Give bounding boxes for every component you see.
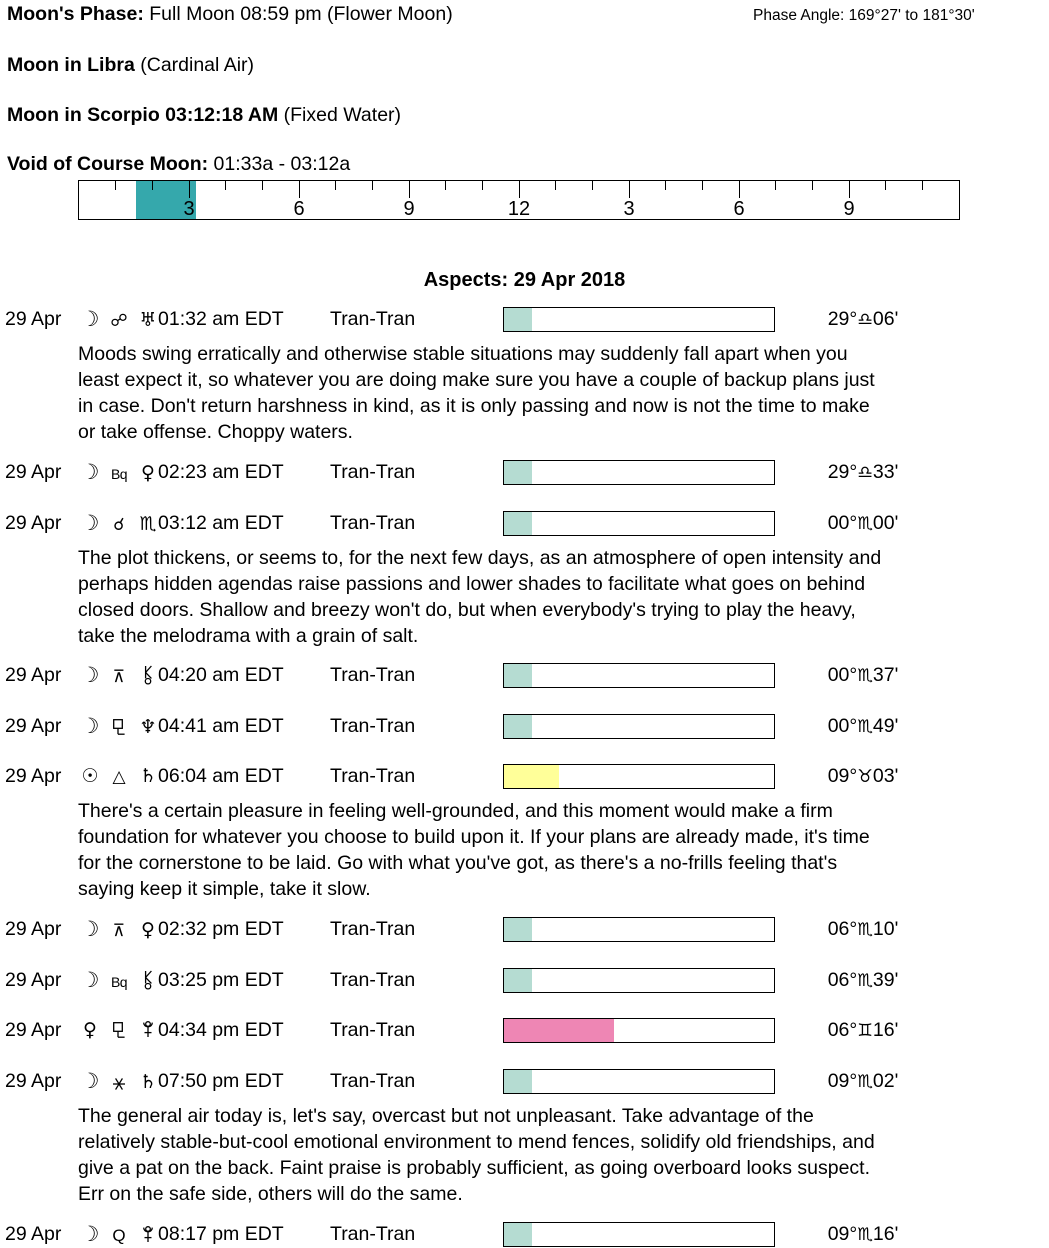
aspect-row — [0, 764, 1049, 788]
ruler-tick — [885, 181, 886, 190]
orb-bar — [503, 460, 775, 485]
orb-bar — [503, 663, 775, 688]
ruler-tick — [189, 181, 190, 198]
aspect-row — [0, 1222, 1049, 1246]
moon-icon: ☽ — [80, 307, 100, 331]
aspects-title: Aspects: 29 Apr 2018 — [423, 269, 626, 291]
ruler-tick — [812, 181, 813, 190]
scorpio-icon: ♏ — [857, 971, 873, 991]
ruler-tick — [225, 181, 226, 190]
orb-bar-fill — [504, 461, 532, 484]
moon-sign-2-rest: (Fixed Water) — [283, 104, 402, 126]
orb-bar-fill — [504, 918, 532, 941]
aspect-type: Tran-Tran — [330, 461, 416, 483]
aspect-degree: 29°♎33' — [827, 461, 899, 483]
scorpio-icon: ♏ — [857, 1072, 873, 1092]
aspect-symbols — [76, 968, 162, 994]
aspect-row — [0, 511, 1049, 535]
aspect-degree: 09°♏16' — [827, 1223, 899, 1245]
aspect-symbols — [76, 511, 162, 537]
moon-sign-2-bold: Moon in Scorpio 03:12:18 AM — [7, 104, 279, 126]
aspect-degree: 06°♏39' — [827, 969, 899, 991]
void-of-course-line — [7, 153, 350, 176]
quincunx-icon: ⊼ — [112, 921, 126, 941]
orb-bar — [503, 1222, 775, 1247]
moon-sign-line-1 — [7, 54, 254, 77]
ruler-tick — [482, 181, 483, 190]
trine-icon: △ — [112, 767, 126, 787]
orb-bar — [503, 511, 775, 536]
orb-bar — [503, 1069, 775, 1094]
aspect-time: 02:32 pm EDT — [158, 918, 284, 940]
biquintile-icon: Bq — [110, 466, 128, 482]
uranus-icon: ♅ — [139, 309, 157, 331]
saturn-icon: ♄ — [139, 1071, 157, 1093]
aspect-time: 07:50 pm EDT — [158, 1070, 284, 1092]
orb-bar-fill — [504, 715, 532, 738]
sun-icon: ☉ — [81, 765, 99, 787]
scorpio-icon: ♏ — [139, 513, 157, 535]
aspect-date: 29 Apr — [5, 461, 62, 483]
ruler-hour-label: 12 — [507, 198, 531, 220]
aspect-degree: 06°♊16' — [827, 1019, 899, 1041]
venus-icon: ♀ — [141, 462, 155, 484]
aspect-degree: 00°♏49' — [827, 715, 899, 737]
aspect-time: 06:04 am EDT — [158, 765, 284, 787]
aspect-degree: 09°♏02' — [827, 1070, 899, 1092]
scorpio-icon: ♏ — [857, 717, 873, 737]
phase-angle-value: 169°27' to 181°30' — [848, 7, 975, 24]
ruler-tick — [739, 181, 740, 198]
opposition-icon: ☍ — [110, 311, 128, 331]
aspect-row — [0, 460, 1049, 484]
scorpio-icon: ♏ — [857, 1225, 873, 1245]
aspect-symbols — [76, 1018, 162, 1043]
aspect-interpretation: There's a certain pleasure in feeling well-grounded, and this moment would make a firm foundation for whatever you choose to build upon it. If your plans are already made, it's time for the cornerstone to be laid. Go with what you've got, as there's a no-frills feeling that's saying keep it simple, take it slow. — [78, 800, 870, 900]
ruler-tick — [335, 181, 336, 190]
orb-bar — [503, 1018, 775, 1043]
aspect-symbols — [76, 1069, 162, 1095]
orb-bar — [503, 968, 775, 993]
moon-sign-1-bold: Moon in Libra — [7, 54, 135, 76]
aspect-symbols — [76, 764, 162, 789]
orb-bar — [503, 714, 775, 739]
aspect-type: Tran-Tran — [330, 1070, 416, 1092]
orb-bar-fill — [504, 765, 559, 788]
aspect-row — [0, 307, 1049, 331]
aspect-row — [0, 1018, 1049, 1042]
aspect-interpretation: Moods swing erratically and otherwise stable situations may suddenly fall apart when you least expect it, so whatever you are doing make sure you have a couple of backup plans just in case. Don't return harshness in kind, as it is only passing and now is not the time to make or take offense. Choppy waters. — [78, 343, 875, 443]
conjunction-icon: ☌ — [113, 515, 125, 535]
aspect-type: Tran-Tran — [330, 715, 416, 737]
aspect-type: Tran-Tran — [330, 664, 416, 686]
venus-icon: ♀ — [141, 919, 155, 941]
ruler-tick — [592, 181, 593, 190]
moon-icon: ☽ — [80, 714, 100, 738]
aspect-symbols — [76, 714, 162, 740]
ruler-tick — [445, 181, 446, 190]
orb-bar-fill — [504, 1019, 614, 1042]
aspect-time: 03:12 am EDT — [158, 512, 284, 534]
aspect-date: 29 Apr — [5, 969, 62, 991]
phase-angle — [753, 7, 975, 25]
biquintile-icon: Bq — [110, 974, 128, 990]
aspect-row — [0, 968, 1049, 992]
aspect-interpretation: The general air today is, let's say, overcast but not unpleasant. Take advantage of the relatively stable-but-cool emotional environment to mend fences, solidify old friendships, and give a pat on the back. Faint praise is probably sufficient, as going overboard looks suspect. Err on the safe side, others will do the same. — [78, 1105, 875, 1205]
aspect-date: 29 Apr — [5, 765, 62, 787]
sesquiquadrate-icon — [104, 1019, 134, 1043]
ruler-tick — [665, 181, 666, 190]
aspect-degree: 06°♏10' — [827, 918, 899, 940]
ruler-tick — [372, 181, 373, 190]
moon-icon: ☽ — [80, 1069, 100, 1093]
aspect-symbols — [76, 307, 162, 333]
orb-bar-fill — [504, 664, 532, 687]
moon-icon: ☽ — [80, 460, 100, 484]
ruler-hour-label: 3 — [623, 198, 635, 220]
moon-icon: ☽ — [80, 511, 100, 535]
ruler-tick — [555, 181, 556, 190]
saturn-icon: ♄ — [139, 765, 157, 787]
ruler-tick — [775, 181, 776, 190]
scorpio-icon: ♏ — [857, 920, 873, 940]
aspect-degree: 00°♏37' — [827, 664, 899, 686]
aspect-date: 29 Apr — [5, 664, 62, 686]
libra-icon: ♎ — [857, 463, 873, 483]
ruler-tick — [922, 181, 923, 190]
aspect-time: 03:25 pm EDT — [158, 969, 284, 991]
libra-icon: ♎ — [857, 310, 873, 330]
moons-phase-label: Moon's Phase: — [7, 3, 144, 25]
orb-bar — [503, 917, 775, 942]
ruler-tick — [262, 181, 263, 190]
ruler-tick — [409, 181, 410, 198]
moons-phase-value: Full Moon 08:59 pm (Flower Moon) — [149, 3, 453, 25]
aspect-row — [0, 1069, 1049, 1093]
aspect-date: 29 Apr — [5, 512, 62, 534]
moons-phase-line — [7, 3, 453, 26]
aspect-type: Tran-Tran — [330, 308, 416, 330]
aspect-symbols — [76, 917, 162, 943]
ruler-tick — [702, 181, 703, 190]
taurus-icon: ♉ — [857, 767, 873, 787]
ruler-tick — [849, 181, 850, 198]
aspect-degree: 09°♉03' — [827, 765, 899, 787]
voc-ruler — [78, 180, 960, 220]
orb-bar-fill — [504, 308, 532, 331]
ruler-hour-label: 3 — [183, 198, 195, 220]
moon-icon: ☽ — [80, 917, 100, 941]
orb-bar-fill — [504, 1070, 532, 1093]
aspect-time: 04:34 pm EDT — [158, 1019, 284, 1041]
aspect-type: Tran-Tran — [330, 512, 416, 534]
scorpio-icon: ♏ — [857, 514, 873, 534]
aspect-date: 29 Apr — [5, 1223, 62, 1245]
ruler-tick — [519, 181, 520, 198]
ruler-tick — [629, 181, 630, 198]
ruler-hour-label: 9 — [843, 198, 855, 220]
aspect-row — [0, 663, 1049, 687]
aspect-symbols — [76, 663, 162, 689]
ruler-hour-label: 6 — [733, 198, 745, 220]
aspect-row — [0, 714, 1049, 738]
orb-bar — [503, 307, 775, 332]
ruler-tick — [152, 181, 153, 190]
aspect-symbols — [76, 1222, 162, 1248]
aspect-degree: 00°♏00' — [827, 512, 899, 534]
aspect-time: 02:23 am EDT — [158, 461, 284, 483]
aspect-time: 01:32 am EDT — [158, 308, 284, 330]
quintile-icon: Q — [112, 1226, 126, 1245]
orb-bar-fill — [504, 969, 532, 992]
scorpio-icon: ♏ — [857, 666, 873, 686]
orb-bar-fill — [504, 512, 532, 535]
void-of-course-label: Void of Course Moon: — [7, 153, 209, 175]
moon-icon: ☽ — [80, 968, 100, 992]
sextile-icon — [104, 1071, 134, 1095]
moon-sign-line-2 — [7, 104, 401, 127]
aspect-type: Tran-Tran — [330, 969, 416, 991]
aspect-time: 08:17 pm EDT — [158, 1223, 284, 1245]
aspect-row — [0, 917, 1049, 941]
gemini-icon: ♊ — [857, 1021, 873, 1041]
orb-bar — [503, 764, 775, 789]
aspect-type: Tran-Tran — [330, 765, 416, 787]
aspect-interpretation: The plot thickens, or seems to, for the next few days, as an atmosphere of open intensity and perhaps hidden agendas raise passions and lower shades to facilitate what goes on behind closed doors. Shallow and breezy won't do, but when everybody's trying to play the heavy, take the melodrama with a grain of salt. — [78, 547, 882, 647]
moon-icon: ☽ — [80, 1222, 100, 1246]
moon-icon: ☽ — [80, 663, 100, 687]
aspect-date: 29 Apr — [5, 1070, 62, 1092]
aspect-date: 29 Apr — [5, 1019, 62, 1041]
quincunx-icon: ⊼ — [112, 667, 126, 687]
moon-sign-1-rest: (Cardinal Air) — [140, 54, 255, 76]
ruler-hour-label: 6 — [293, 198, 305, 220]
void-of-course-value: 01:33a - 03:12a — [213, 153, 351, 175]
aspect-type: Tran-Tran — [330, 1019, 416, 1041]
aspect-date: 29 Apr — [5, 308, 62, 330]
ruler-tick — [299, 181, 300, 198]
ruler-hour-label: 9 — [403, 198, 415, 220]
neptune-icon: ♆ — [139, 716, 157, 738]
phase-angle-label: Phase Angle: — [753, 7, 845, 24]
venus-icon: ♀ — [83, 1019, 97, 1041]
aspect-degree: 29°♎06' — [827, 308, 899, 330]
aspect-type: Tran-Tran — [330, 1223, 416, 1245]
aspect-symbols — [76, 460, 162, 486]
aspect-time: 04:41 am EDT — [158, 715, 284, 737]
aspect-type: Tran-Tran — [330, 918, 416, 940]
orb-bar-fill — [504, 1223, 532, 1246]
aspect-time: 04:20 am EDT — [158, 664, 284, 686]
sesquiquadrate-icon — [104, 716, 134, 740]
aspect-date: 29 Apr — [5, 715, 62, 737]
aspect-date: 29 Apr — [5, 918, 62, 940]
ruler-tick — [115, 181, 116, 190]
